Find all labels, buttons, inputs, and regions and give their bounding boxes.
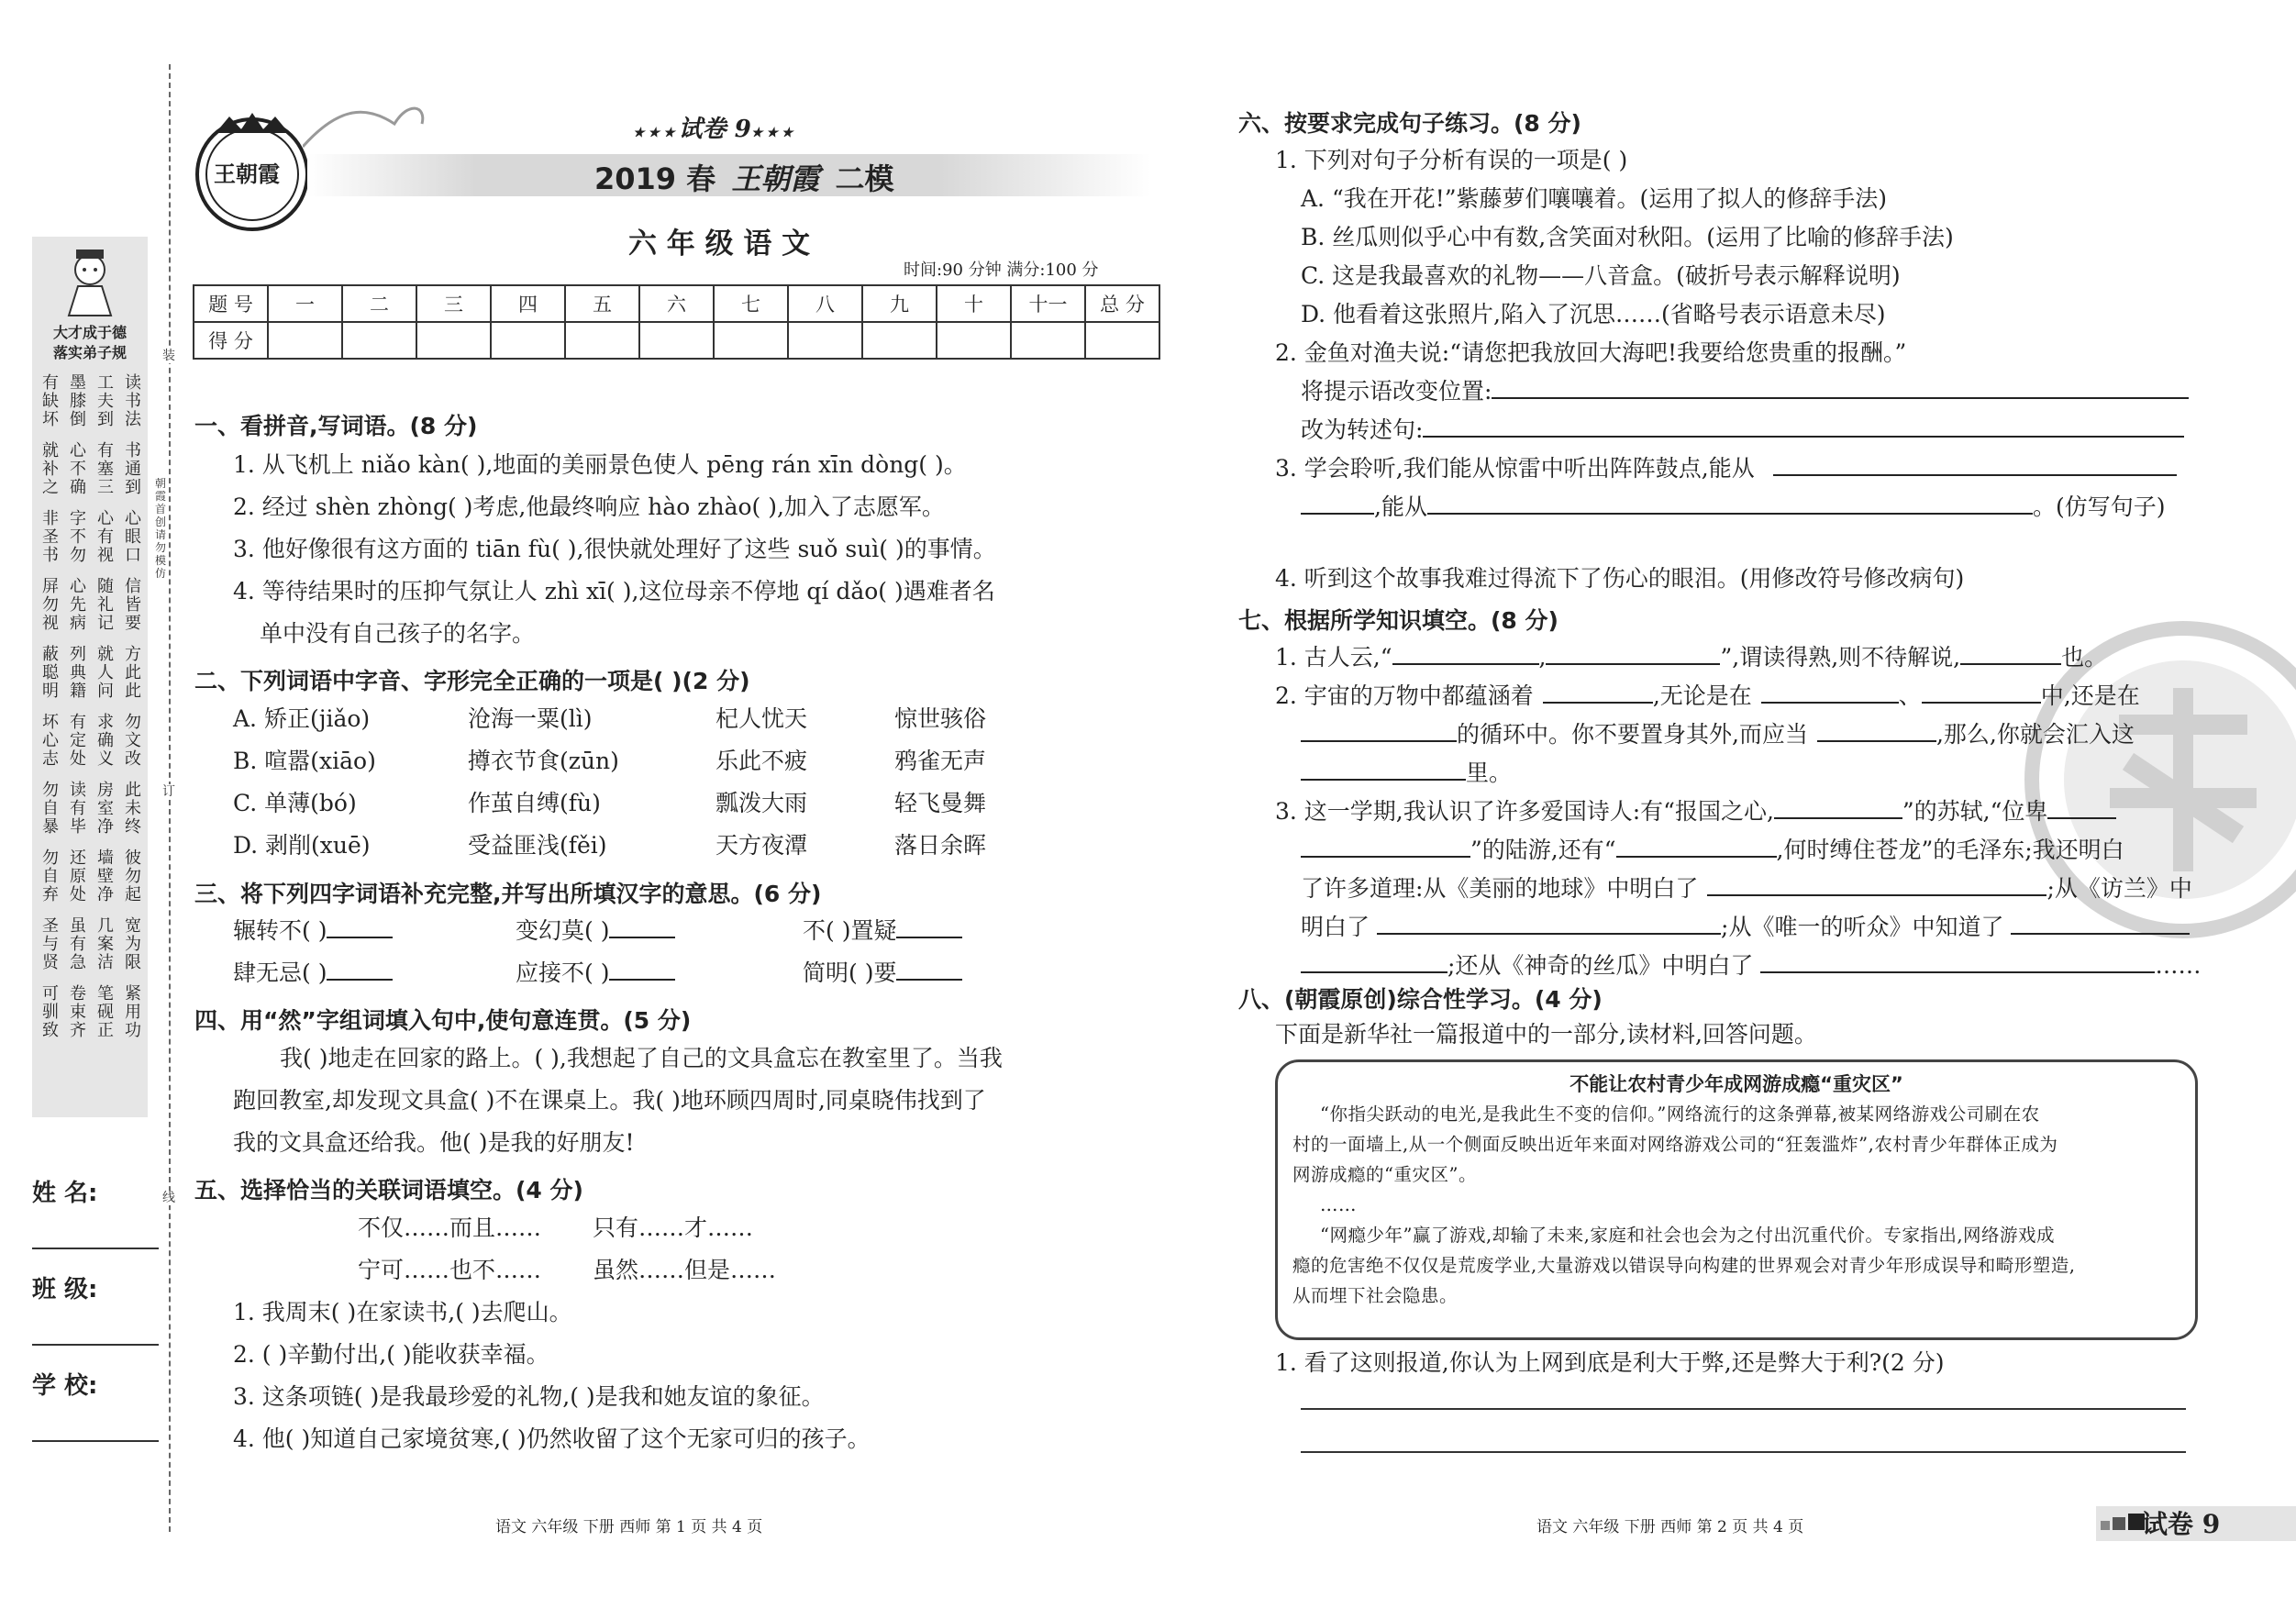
name-label: 姓 名: bbox=[32, 1180, 98, 1207]
answer-line-2[interactable] bbox=[1301, 1451, 2186, 1453]
s2-option-word: 鸦雀无声 bbox=[894, 748, 987, 774]
s8-intro: 下面是新华社一篇报道中的一部分,读材料,回答问题。 bbox=[1275, 1021, 1817, 1048]
footer-paper-tag: 试卷 9 bbox=[2142, 1509, 2221, 1539]
s3-item-1: 辗转不( ) bbox=[233, 914, 393, 948]
score-header-cell: 十 bbox=[937, 285, 1011, 322]
rule-group: 非 字 心 心 圣 不 有 眼 书 勿 视 口 bbox=[42, 509, 141, 565]
school-label: 学 校: bbox=[32, 1372, 98, 1400]
cut-label-2: 订 bbox=[162, 784, 175, 799]
logo-text: 王朝霞 bbox=[214, 161, 280, 187]
score-header-cell: 二 bbox=[342, 285, 416, 322]
rule-group: 圣 虽 几 宽 与 有 案 为 贤 急 洁 限 bbox=[42, 916, 141, 972]
school-field[interactable] bbox=[32, 1440, 159, 1442]
footer-right: 语文 六年级 下册 西师 第 2 页 共 4 页 bbox=[1536, 1518, 1804, 1536]
news-para-1-l2: 村的一面墙上,从一个侧面反映出近年来面对网络游戏公司的“狂轰滥炸”,农村青少年群体正成为 bbox=[1292, 1134, 2058, 1155]
score-input-cell[interactable] bbox=[1085, 322, 1159, 359]
s6-q1-option-c: C. 这是我最喜欢的礼物——八音盒。(破折号表示解释说明) bbox=[1301, 262, 1901, 289]
s3-item-5: 应接不( ) bbox=[516, 956, 675, 991]
s2-option-word: 受益匪浅(fěi) bbox=[468, 832, 607, 859]
section-6-title: 六、按要求完成句子练习。(8 分) bbox=[1238, 110, 1581, 137]
section-7-title: 七、根据所学知识填空。(8 分) bbox=[1238, 607, 1558, 634]
score-input-cell[interactable] bbox=[639, 322, 714, 359]
s7-question-3-l3: 了许多道理:从《美丽的地球》中明白了 ;从《访兰》中 bbox=[1301, 871, 2192, 906]
s7-question-2-end: 里。 bbox=[1301, 756, 1512, 791]
s2-option-word: 撙衣节食(zūn) bbox=[468, 748, 619, 774]
rule-group: 就 心 有 书 补 不 塞 通 之 确 三 到 bbox=[42, 441, 141, 497]
section-1-title: 一、看拼音,写词语。(8 分) bbox=[194, 413, 478, 439]
s2-option-word: 作茧自缚(fù) bbox=[468, 790, 601, 816]
s2-option-label: B. 喧嚣(xiāo) bbox=[233, 748, 376, 774]
name-field[interactable] bbox=[32, 1248, 159, 1249]
s7-question-3-l5: ;还从《神奇的丝瓜》中明白了 …… bbox=[1301, 948, 2201, 983]
score-header-cell: 九 bbox=[862, 285, 937, 322]
footer-left: 语文 六年级 下册 西师 第 1 页 共 4 页 bbox=[495, 1518, 763, 1536]
cut-label-1: 装 bbox=[162, 349, 175, 363]
s2-option-word: 沧海一粟(lì) bbox=[468, 705, 593, 732]
section-3-title: 三、将下列四字词语补充完整,并写出所填汉字的意思。(6 分) bbox=[194, 881, 822, 907]
s1-question-2: 2. 经过 shèn zhòng( )考虑,他最终响应 hào zhào( ),加入了志愿军。 bbox=[233, 494, 945, 520]
news-title: 不能让农村青少年成网游成瘾“重灾区” bbox=[1569, 1073, 1903, 1095]
s2-option-word: 瓢泼大雨 bbox=[715, 790, 808, 816]
s2-option-label: A. 矫正(jiǎo) bbox=[233, 705, 371, 732]
score-row-label: 得 分 bbox=[194, 322, 268, 359]
s6-q1-option-d: D. 他看着这张照片,陷入了沉思……(省略号表示语意未尽) bbox=[1301, 301, 1886, 327]
s2-option-word: 轻飞曼舞 bbox=[894, 790, 987, 816]
rule-group: 勿 读 房 此 自 有 室 未 暴 毕 净 终 bbox=[42, 781, 141, 837]
score-input-cell[interactable] bbox=[937, 322, 1011, 359]
class-field[interactable] bbox=[32, 1344, 159, 1346]
s5-question-2: 2. ( )辛勤付出,( )能收获幸福。 bbox=[233, 1341, 549, 1368]
news-para-2-l1: “网瘾少年”赢了游戏,却输了未来,家庭和社会也会为之付出沉重代价。专家指出,网络游戏成 bbox=[1320, 1225, 2056, 1246]
score-header-cell: 五 bbox=[565, 285, 639, 322]
score-header-label: 题 号 bbox=[194, 285, 268, 322]
s8-question-1: 1. 看了这则报道,你认为上网到底是利大于弊,还是弊大于利?(2 分) bbox=[1275, 1349, 1945, 1376]
s2-option-word: 天方夜潭 bbox=[715, 832, 808, 859]
paper-number-label: ★★★试卷 9★★★ bbox=[633, 116, 797, 143]
s5-option-4: 虽然……但是…… bbox=[593, 1257, 777, 1283]
s7-question-3: 3. 这一学期,我认识了许多爱国诗人:有“报国之心, ”的苏轼,“位卑 bbox=[1275, 794, 2116, 829]
section-2-title: 二、下列词语中字音、字形完全正确的一项是( )(2 分) bbox=[194, 668, 750, 694]
score-header-cell: 八 bbox=[788, 285, 862, 322]
s5-question-4: 4. 他( )知道自己家境贫寒,( )仍然收留了这个无家可归的孩子。 bbox=[233, 1425, 871, 1452]
ribbon-decoration bbox=[303, 96, 431, 151]
s7-question-2: 2. 宇宙的万物中都蕴涵着 ,无论是在 、 中,还是在 bbox=[1275, 679, 2140, 714]
score-input-cell[interactable] bbox=[268, 322, 342, 359]
score-header-cell: 六 bbox=[639, 285, 714, 322]
score-input-cell[interactable] bbox=[1011, 322, 1085, 359]
motto-line-2: 落实弟子规 bbox=[52, 344, 127, 361]
footer-tag-squares-icon bbox=[2101, 1514, 2145, 1534]
s6-question-1: 1. 下列对句子分析有误的一项是( ) bbox=[1275, 147, 1628, 173]
news-ellipsis: …… bbox=[1320, 1194, 1357, 1215]
score-table bbox=[193, 284, 1160, 360]
s7-question-3-l2: ”的陆游,还有“ ,何时缚住苍龙”的毛泽东;我还明白 bbox=[1301, 833, 2124, 868]
score-input-cell[interactable] bbox=[862, 322, 937, 359]
s1-question-4-cont: 单中没有自己孩子的名字。 bbox=[260, 620, 536, 647]
score-input-cell[interactable] bbox=[788, 322, 862, 359]
copyright-note: 朝霞首创 请勿模仿 bbox=[154, 477, 166, 580]
score-header-cell: 一 bbox=[268, 285, 342, 322]
s3-item-6: 简明( )要 bbox=[803, 956, 962, 991]
score-header-cell: 七 bbox=[714, 285, 788, 322]
score-header-cell: 十一 bbox=[1011, 285, 1085, 322]
rule-group: 坏 有 求 勿 心 定 确 文 志 处 义 改 bbox=[42, 713, 141, 769]
rule-group: 蔽 列 就 方 聪 典 人 此 明 籍 问 此 bbox=[42, 645, 141, 701]
score-input-cell[interactable] bbox=[491, 322, 565, 359]
s5-option-2: 只有……才…… bbox=[593, 1214, 754, 1241]
dizigui-rules bbox=[41, 374, 142, 1053]
s2-option-word: 杞人忧天 bbox=[715, 705, 808, 732]
motto-line-1: 大才成于德 bbox=[52, 324, 127, 341]
news-para-1-l3: 网游成瘾的“重灾区”。 bbox=[1292, 1164, 1477, 1185]
s1-question-1: 1. 从飞机上 niǎo kàn( ),地面的美丽景色使人 pēng rán xīn dòng( )。 bbox=[233, 451, 967, 478]
rule-group: 屏 心 随 信 勿 先 礼 皆 视 病 记 要 bbox=[42, 577, 141, 633]
s1-question-4: 4. 等待结果时的压抑气氛让人 zhì xī( ),这位母亲不停地 qí dǎo( )遇难者名 bbox=[233, 578, 995, 604]
cut-label-3: 线 bbox=[162, 1191, 175, 1205]
rule-group: 勿 还 墙 彼 自 原 壁 勿 弃 处 净 起 bbox=[42, 848, 141, 904]
section-8-title: 八、(朝霞原创)综合性学习。(4 分) bbox=[1238, 986, 1603, 1013]
score-input-cell[interactable] bbox=[416, 322, 491, 359]
s2-option-word: 落日余晖 bbox=[894, 832, 987, 859]
s7-question-3-l4: 明白了 ;从《唯一的听众》中知道了 bbox=[1301, 910, 2190, 945]
s2-option-word: 乐此不疲 bbox=[715, 748, 808, 774]
answer-line-1[interactable] bbox=[1301, 1408, 2186, 1410]
sidebar-motto-box bbox=[32, 237, 148, 1117]
news-para-2-l2: 瘾的危害绝不仅仅是荒废学业,大量游戏以错误导向构建的世界观会对青少年形成误导和畸形塑造, bbox=[1292, 1255, 2076, 1276]
s1-question-3: 3. 他好像很有这方面的 tiān fù( ),很快就处理好了这些 suǒ suì( )的事情。 bbox=[233, 536, 996, 562]
section-4-title: 四、用“然”字组词填入句中,使句意连贯。(5 分) bbox=[194, 1007, 692, 1034]
s7-question-2-cont: 的循环中。你不要置身其外,而应当 ,那么,你就会汇入这 bbox=[1301, 717, 2135, 752]
s4-line-1: 我( )地走在回家的路上。( ),我想起了自己的文具盒忘在教室里了。当我 bbox=[280, 1045, 1003, 1071]
s5-question-3: 3. 这条项链( )是我最珍爱的礼物,( )是我和她友谊的象征。 bbox=[233, 1383, 825, 1410]
s5-question-1: 1. 我周末( )在家读书,( )去爬山。 bbox=[233, 1299, 572, 1325]
score-input-cell[interactable] bbox=[565, 322, 639, 359]
class-label: 班 级: bbox=[32, 1276, 98, 1303]
s4-line-2: 跑回教室,却发现文具盒( )不在课桌上。我( )地环顾四周时,同桌晓伟找到了 bbox=[233, 1087, 986, 1114]
s7-question-1: 1. 古人云,“ , ”,谓读得熟,则不待解说, 也。 bbox=[1275, 640, 2107, 675]
s5-option-1: 不仅……而且…… bbox=[358, 1214, 542, 1241]
s5-option-3: 宁可……也不…… bbox=[358, 1257, 542, 1283]
s6-q2-reposition: 将提示语改变位置: bbox=[1301, 374, 2189, 409]
s6-question-4: 4. 听到这个故事我难过得流下了伤心的眼泪。(用修改符号修改病句) bbox=[1275, 565, 1965, 592]
score-input-cell[interactable] bbox=[342, 322, 416, 359]
scholar-figure-icon bbox=[60, 244, 120, 317]
score-input-cell[interactable] bbox=[714, 322, 788, 359]
score-header-cell: 三 bbox=[416, 285, 491, 322]
news-excerpt-box bbox=[1275, 1059, 2198, 1340]
rule-group: 有 墨 工 读 缺 膝 夫 书 坏 倒 到 法 bbox=[42, 373, 141, 429]
s6-q1-option-a: A. “我在开花!”紫藤萝们嚷嚷着。(运用了拟人的修辞手法) bbox=[1301, 185, 1888, 212]
s3-item-4: 肆无忌( ) bbox=[233, 956, 393, 991]
s4-line-3: 我的文具盒还给我。他( )是我的好朋友! bbox=[233, 1129, 635, 1156]
s3-item-3: 不( )置疑 bbox=[803, 914, 962, 948]
rule-group: 可 卷 笔 紧 驯 束 砚 用 致 齐 正 功 bbox=[42, 984, 141, 1040]
s6-question-3: 3. 学会聆听,我们能从惊雷中听出阵阵鼓点,能从 bbox=[1275, 451, 2177, 486]
score-header-cell: 四 bbox=[491, 285, 565, 322]
score-header-cell: 总 分 bbox=[1085, 285, 1159, 322]
s6-question-3-cont: ,能从 。(仿写句子) bbox=[1301, 490, 2165, 525]
s3-item-2: 变幻莫( ) bbox=[516, 914, 675, 948]
s2-option-label: D. 剥削(xuē) bbox=[233, 832, 371, 859]
s2-option-word: 惊世骇俗 bbox=[894, 705, 987, 732]
s6-q2-indirect: 改为转述句: bbox=[1301, 413, 2184, 448]
time-info: 时间:90 分钟 满分:100 分 bbox=[904, 261, 1099, 280]
news-para-2-l3: 从而埋下社会隐患。 bbox=[1292, 1285, 1459, 1306]
news-para-1-l1: “你指尖跃动的电光,是我此生不变的信仰。”网络流行的这条弹幕,被某网络游戏公司刷在农 bbox=[1320, 1103, 2040, 1125]
section-5-title: 五、选择恰当的关联词语填空。(4 分) bbox=[194, 1177, 583, 1203]
exam-title: 2019 春 王朝霞 二模 bbox=[594, 161, 894, 196]
s6-question-2: 2. 金鱼对渔夫说:“请您把我放回大海吧!我要给您贵重的报酬。” bbox=[1275, 339, 1907, 366]
subject-title: 六 年 级 语 文 bbox=[628, 227, 811, 261]
s2-option-label: C. 单薄(bó) bbox=[233, 790, 357, 816]
s6-q1-option-b: B. 丝瓜则似乎心中有数,含笑面对秋阳。(运用了比喻的修辞手法) bbox=[1301, 224, 1954, 250]
